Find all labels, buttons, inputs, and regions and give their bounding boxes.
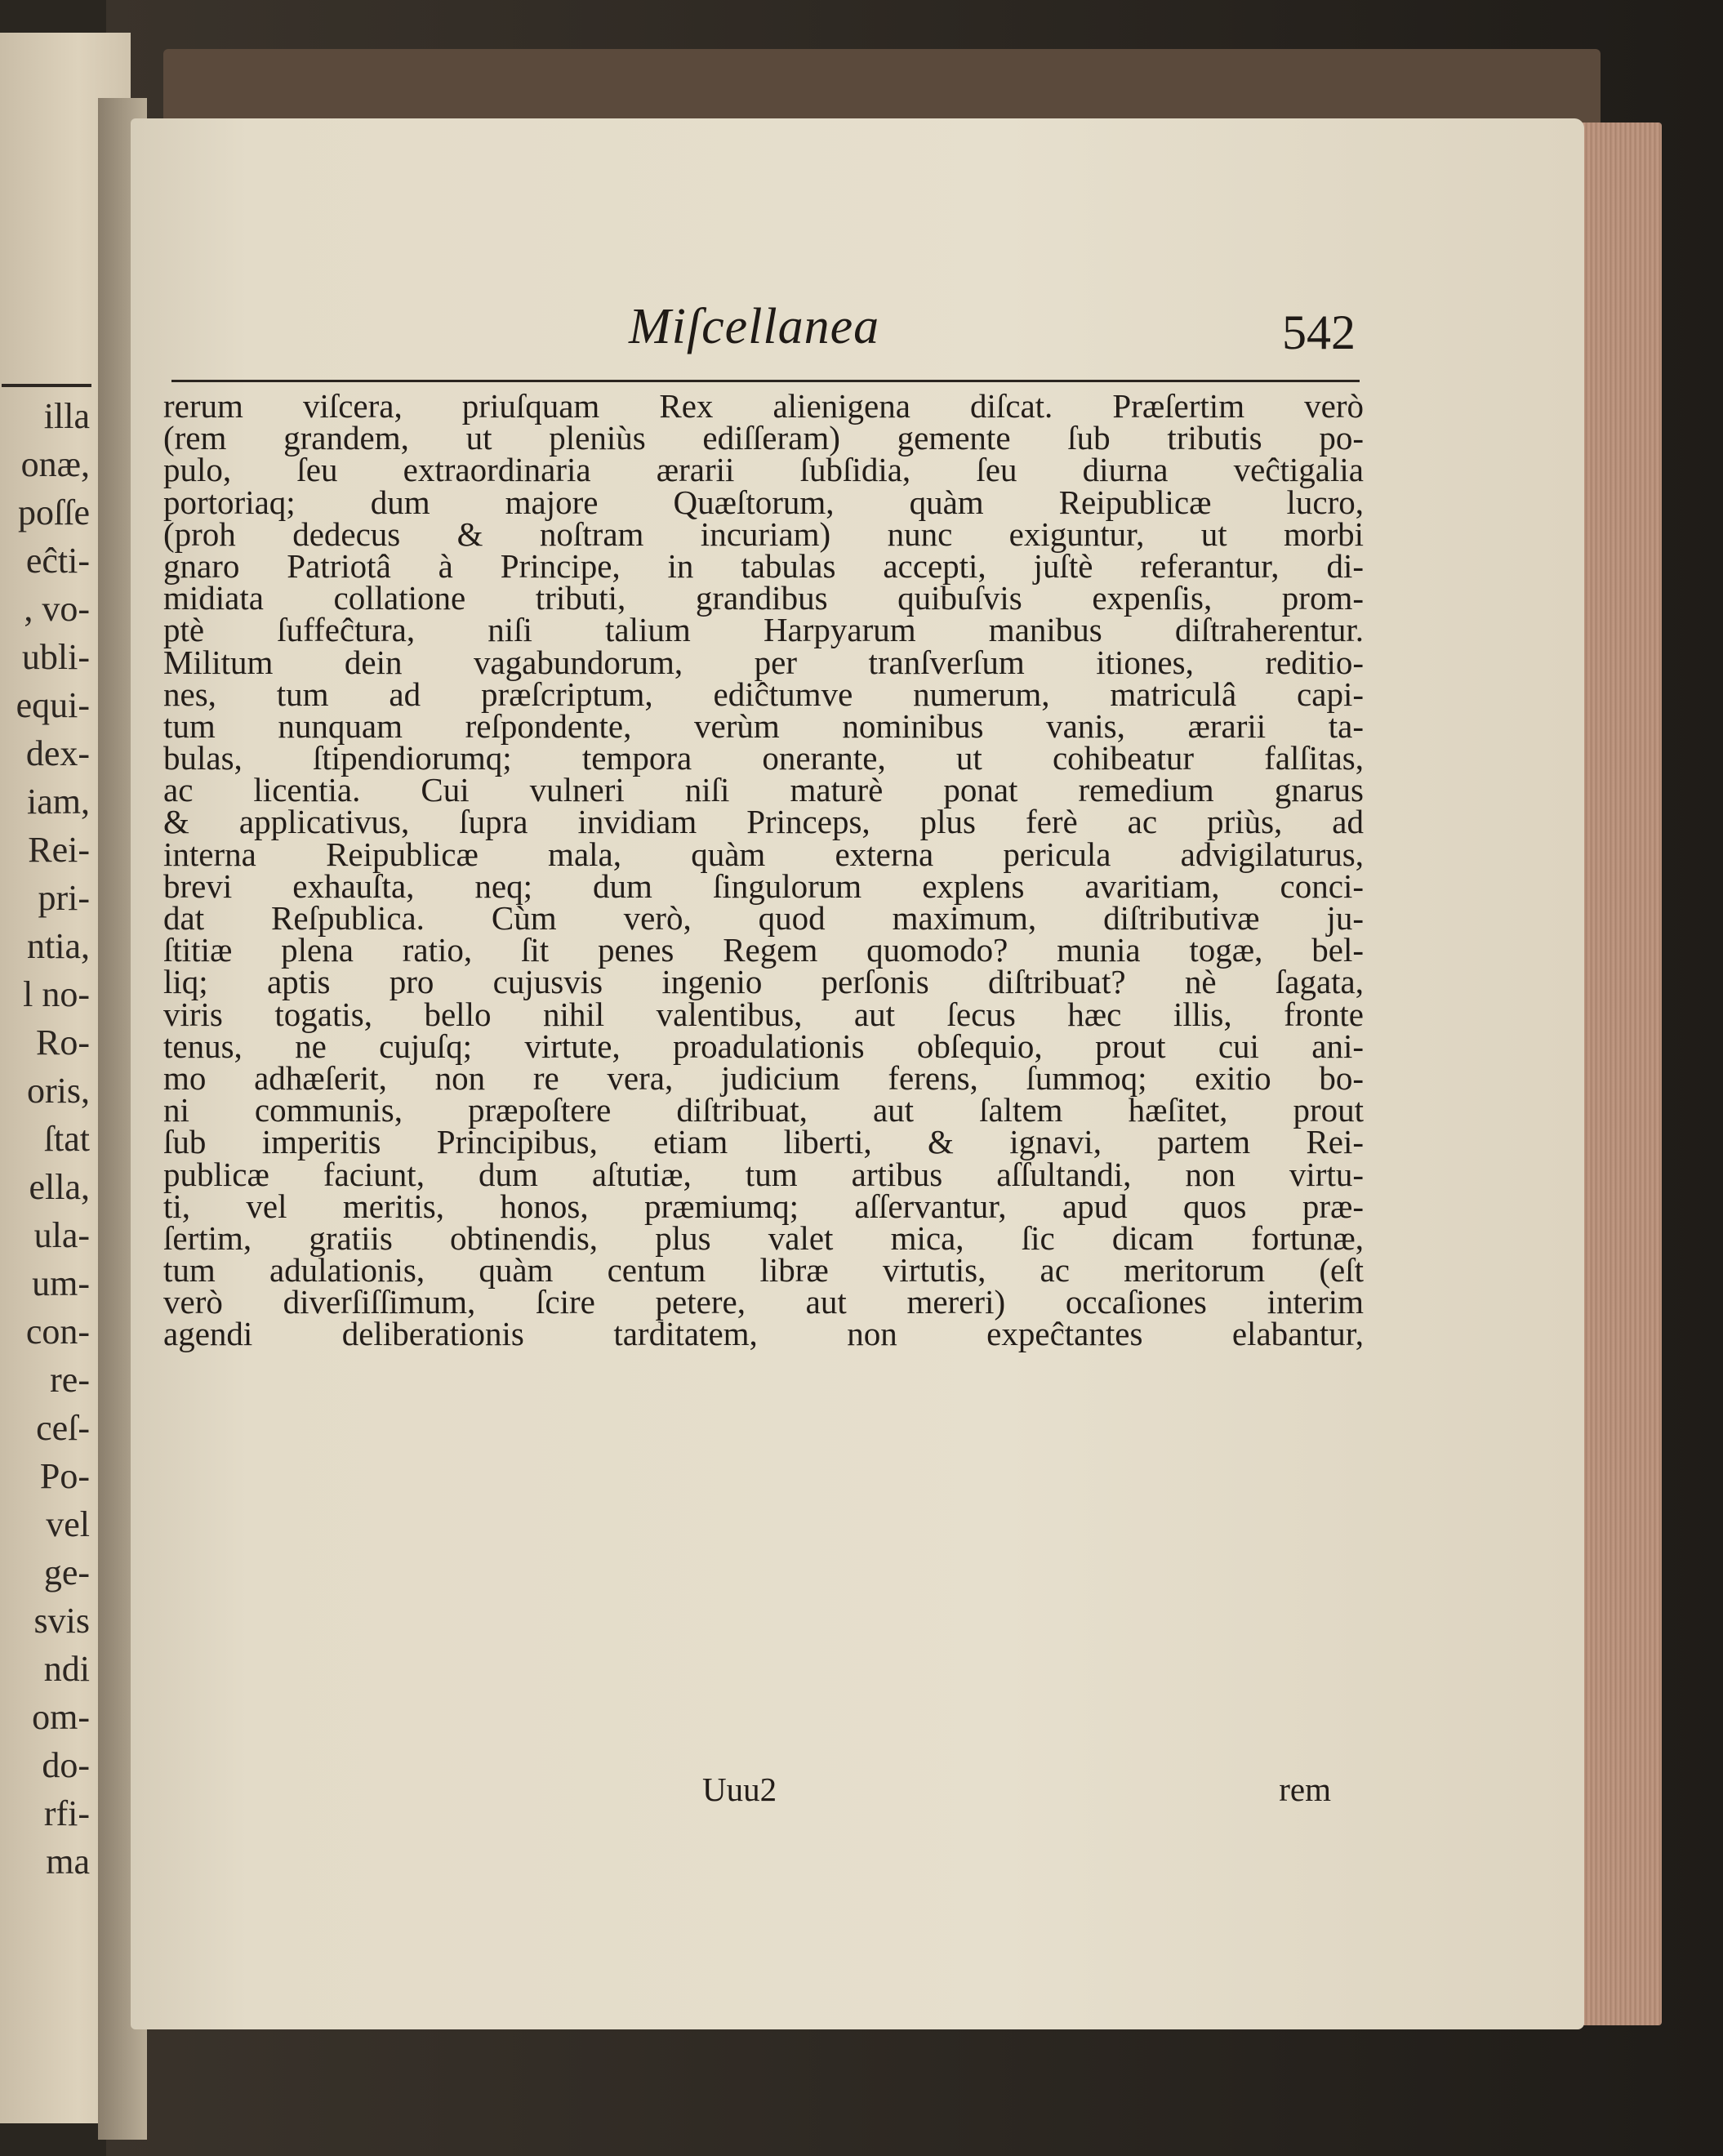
previous-page-fragment: oris, — [27, 1071, 90, 1111]
previous-page-fragment: , vo- — [24, 589, 90, 629]
catchword: rem — [1279, 1771, 1331, 1808]
text-line: tum adulationis, quàm centum libræ virtutis, ac meritorum (eſt — [163, 1251, 1364, 1290]
text-line: midiata collatione tributi, grandibus quibuſvis expenſis, prom- — [163, 579, 1364, 617]
previous-page-text — [16, 392, 90, 1886]
text-line: tenus, ne cujuſq; virtute, proadulationis obſequio, prout cui ani- — [163, 1027, 1364, 1065]
text-line: bulas, ſtipendiorumq; tempora onerante, ut cohibeatur falſitas, — [163, 739, 1364, 777]
page-body-text — [163, 387, 1364, 1353]
text-line: gnaro Patriotâ à Principe, in tabulas accepti, juſtè referantur, di- — [163, 546, 1364, 585]
text-line: mo adhæſerit, non re vera, judicium ferens, ſummoq; exitio bo- — [163, 1058, 1364, 1097]
text-line: interna Reipublicæ mala, quàm externa pericula advigilaturus, — [163, 835, 1364, 873]
text-line: nes, tum ad præſcriptum, ediĉtumve numerum, matriculâ capi- — [163, 675, 1364, 713]
text-line: ti, vel meritis, honos, præmiumq; aſſervantur, apud quos præ- — [163, 1187, 1364, 1225]
previous-page-fragment: l no- — [23, 974, 90, 1014]
previous-page-fragment: um- — [32, 1263, 90, 1303]
previous-page-fragment: ntia, — [27, 926, 90, 966]
text-line: publicæ faciunt, dum aſtutiæ, tum artibus aſſultandi, non virtu- — [163, 1155, 1364, 1193]
previous-page-fragment: do- — [42, 1745, 90, 1785]
previous-page-fragment: pri- — [38, 878, 90, 918]
previous-page-fragment: con- — [25, 1312, 90, 1352]
text-line: agendi deliberationis tarditatem, non expeĉtantes elabantur, — [163, 1315, 1364, 1353]
page-edges — [1572, 122, 1662, 2025]
running-title: Miſcellanea — [629, 299, 880, 354]
previous-page-fragment: iam, — [27, 782, 90, 822]
previous-page-fragment: ceſ- — [36, 1408, 90, 1448]
text-line: ſertim, gratiis obtinendis, plus valet mica, ſic dicam fortunæ, — [163, 1218, 1364, 1257]
previous-page-fragment: om- — [32, 1697, 90, 1737]
text-line: ſtitiæ plena ratio, ſit penes Regem quomodo? munia togæ, bel- — [163, 931, 1364, 969]
previous-page-fragment: svis — [33, 1601, 90, 1641]
signature-mark: Uuu2 — [702, 1771, 777, 1808]
text-line: ptè ſuffeĉtura, niſi talium Harpyarum manibus diſtraherentur. — [163, 611, 1364, 649]
previous-page-fragment: vel — [46, 1504, 90, 1544]
previous-page-fragment: Ro- — [36, 1022, 90, 1062]
previous-page-fragment: ella, — [29, 1167, 90, 1207]
text-line: (rem grandem, ut pleniùs ediſſeram) gemente ſub tributis po- — [163, 419, 1364, 457]
page-header — [171, 298, 1356, 363]
text-line: verò diverſiſſimum, ſcire petere, aut mereri) occaſiones interim — [163, 1283, 1364, 1321]
previous-page-fragment: rfi- — [43, 1793, 90, 1833]
previous-page-fragment: ſtat — [43, 1119, 90, 1159]
text-line: dat Reſpublica. Cùm verò, quod maximum, diſtributivæ ju- — [163, 899, 1364, 937]
header-rule — [171, 380, 1360, 382]
previous-page-fragment: ula- — [33, 1215, 90, 1255]
text-line: rerum viſcera, priuſquam Rex alienigena diſcat. Præſertim verò — [163, 387, 1364, 425]
previous-page-fragment: dex- — [25, 733, 90, 773]
text-line: liq; aptis pro cujusvis ingenio perſonis diſtribuat? nè ſagata, — [163, 963, 1364, 1001]
text-line: (proh dedecus & noſtram incuriam) nunc exiguntur, ut morbi — [163, 514, 1364, 553]
page-footer — [163, 1770, 1364, 1811]
previous-page-fragment: ubli- — [21, 637, 90, 677]
previous-page-fragment: Po- — [39, 1456, 90, 1496]
previous-page-fragment: ndi — [43, 1649, 90, 1689]
previous-page-fragment: equi- — [16, 685, 90, 725]
previous-page-fragment: Rei- — [28, 830, 90, 870]
text-line: & applicativus, ſupra invidiam Princeps, plus ferè ac priùs, ad — [163, 803, 1364, 841]
previous-page-fragment: eĉti- — [25, 541, 90, 581]
previous-page-fragment: illa — [43, 396, 90, 436]
text-line: tum nunquam reſpondente, verùm nominibus vanis, ærarii ta- — [163, 706, 1364, 745]
text-line: pulo, ſeu extraordinaria ærarii ſubſidia, ſeu diurna veĉtigalia — [163, 451, 1364, 489]
previous-page-fragment: poſſe — [18, 492, 90, 532]
text-line: ni communis, præpoſtere diſtribuat, aut ſaltem hæſitet, prout — [163, 1091, 1364, 1129]
previous-page-fragment: ma — [46, 1842, 90, 1882]
previous-page-fragment: ge- — [43, 1552, 90, 1592]
text-line: ſub imperitis Principibus, etiam liberti, & ignavi, partem Rei- — [163, 1123, 1364, 1161]
previous-page-rule — [2, 384, 91, 387]
text-line: brevi exhauſta, neq; dum ſingulorum explens avaritiam, conci- — [163, 866, 1364, 905]
text-line: Militum dein vagabundorum, per tranſverſum itiones, reditio- — [163, 643, 1364, 681]
text-line: portoriaq; dum majore Quæſtorum, quàm Reipublicæ lucro, — [163, 483, 1364, 521]
page-number: 542 — [1282, 305, 1356, 359]
previous-page-fragment: onæ, — [20, 444, 90, 484]
text-line: ac licentia. Cui vulneri niſi maturè ponat remedium gnarus — [163, 771, 1364, 809]
text-line: viris togatis, bello nihil valentibus, aut ſecus hæc illis, fronte — [163, 995, 1364, 1033]
previous-page-fragment: re- — [50, 1360, 90, 1400]
